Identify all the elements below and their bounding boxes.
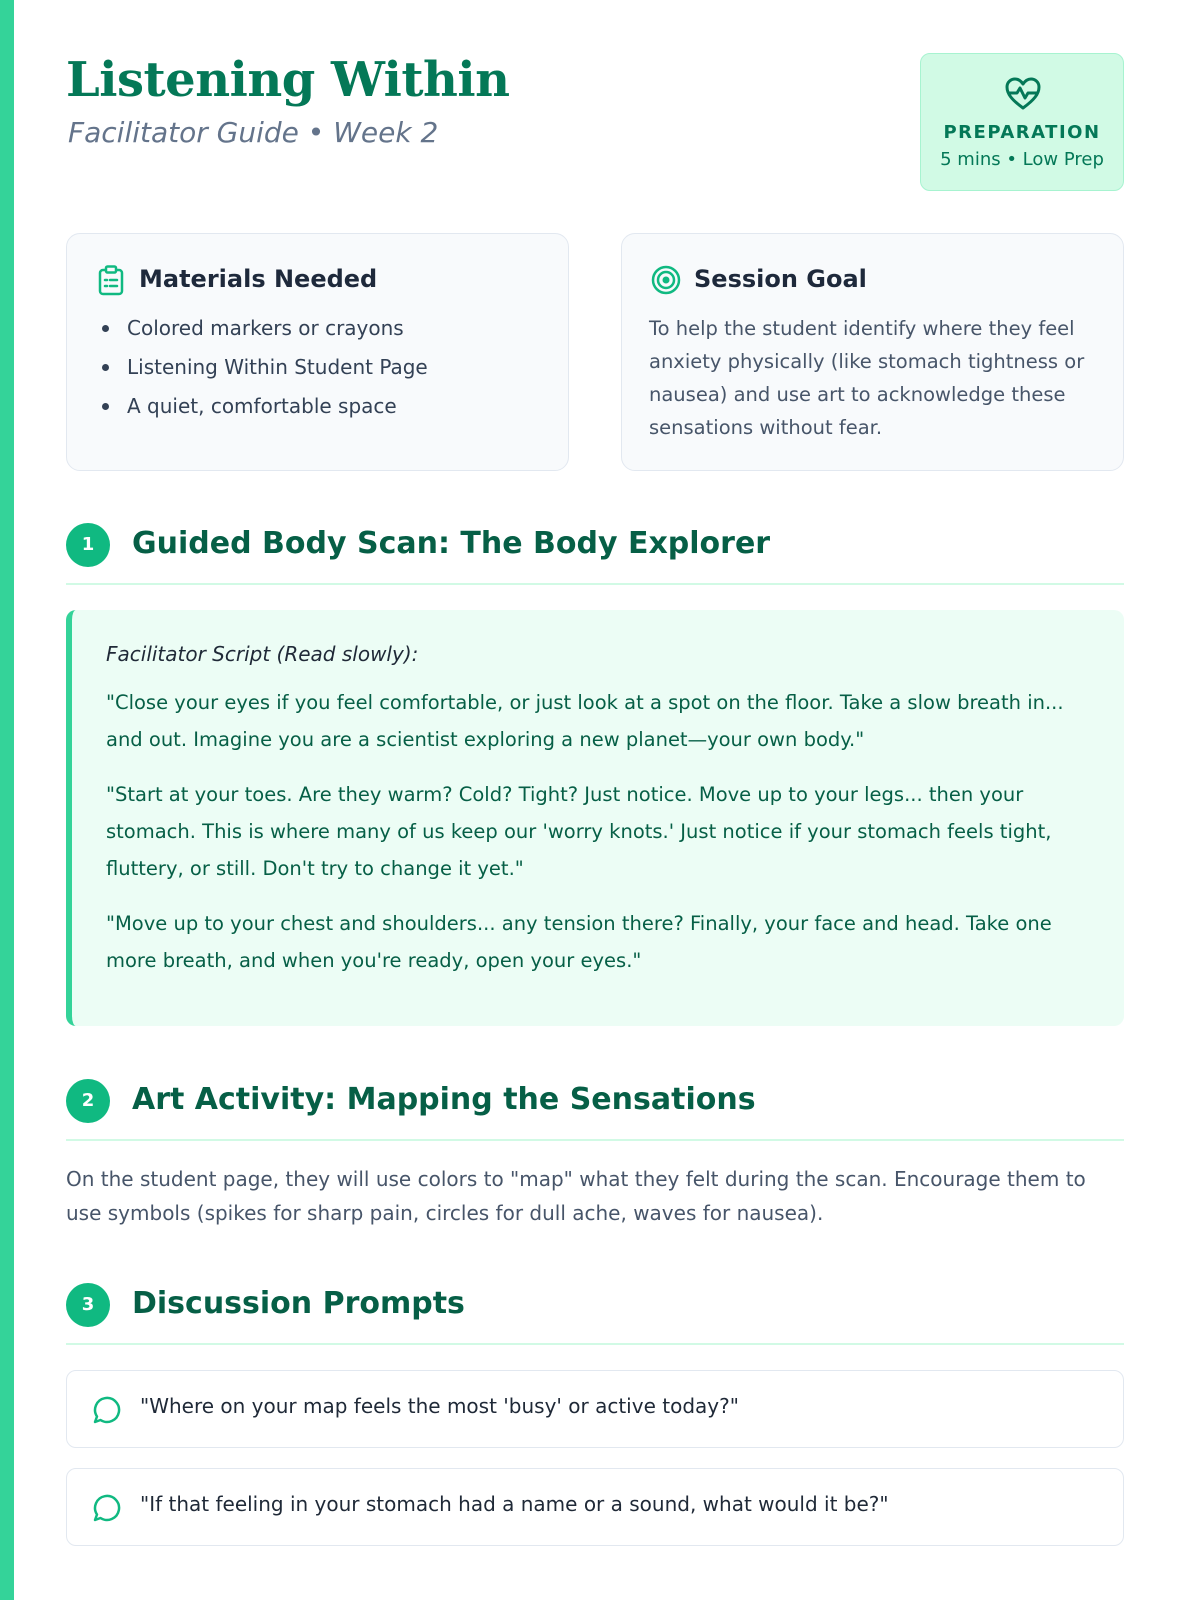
discussion-prompt — [66, 1370, 1124, 1448]
materials-list — [99, 310, 428, 427]
section-title: Discussion Prompts — [132, 1286, 465, 1321]
preparation-meta: 5 mins • Low Prep — [940, 149, 1104, 170]
discussion-prompt — [66, 1468, 1124, 1546]
preparation-label: PREPARATION — [943, 122, 1101, 143]
accent-bar — [0, 0, 14, 1600]
preparation-card — [920, 53, 1124, 191]
section-title: Art Activity: Mapping the Sensations — [132, 1082, 756, 1117]
section-header-art-activity — [66, 1079, 1124, 1141]
page-header — [66, 0, 1124, 200]
art-activity-text: On the student page, they will use colors to "map" what they felt during the scan. Encourage them to use symbols (spikes for sharp pain, circles for dull ache, waves for nausea). — [66, 1167, 1086, 1225]
materials-title: Materials Needed — [139, 265, 378, 293]
prompt-text: "If that feeling in your stomach had a name or a sound, what would it be?" — [140, 1492, 889, 1516]
page-title: Listening Within — [66, 52, 510, 108]
section-number-badge: 1 — [66, 523, 110, 567]
guide-page — [66, 0, 1124, 1516]
script-paragraph: "Move up to your chest and shoulders... any tension there? Finally, your face and head. Take one more breath, and when you're ready, open your eyes." — [106, 912, 1052, 972]
materials-card — [66, 233, 569, 471]
session-goal-text: To help the student identify where they feel anxiety physically (like stomach tightness or nausea) and use art to acknowledge these sensations without fear. — [649, 317, 1085, 439]
prompt-text: "Where on your map feels the most 'busy' or active today?" — [140, 1394, 739, 1418]
facilitator-script — [66, 610, 1124, 1026]
session-goal-title: Session Goal — [694, 265, 867, 293]
script-label: Facilitator Script (Read slowly): — [106, 642, 419, 666]
info-cards — [66, 233, 1124, 471]
section-number-badge: 2 — [66, 1079, 110, 1123]
session-goal-card — [621, 233, 1124, 471]
section-header-discussion — [66, 1283, 1124, 1345]
section-number-badge: 3 — [66, 1283, 110, 1327]
section-header-body-scan — [66, 523, 1124, 585]
heart-pulse-icon — [1004, 76, 1042, 112]
target-icon — [650, 264, 682, 296]
list-item: A quiet, comfortable space — [99, 388, 428, 427]
script-paragraph: "Close your eyes if you feel comfortable, or just look at a spot on the floor. Take a slow breath in... and out. Imagine you are a scientist exploring a new planet—your own body." — [106, 691, 1064, 751]
script-paragraph: "Start at your toes. Are they warm? Cold? Tight? Just notice. Move up to your legs... then your stomach. This is where many of us keep our 'worry knots.' Just notice if your stomach feels tight, fluttery, or still. Don't try to change it yet." — [106, 783, 1052, 880]
speech-bubble-icon — [89, 1493, 121, 1525]
clipboard-icon — [95, 264, 127, 296]
speech-bubble-icon — [89, 1395, 121, 1427]
list-item: Colored markers or crayons — [99, 310, 428, 349]
list-item: Listening Within Student Page — [99, 349, 428, 388]
page-subtitle: Facilitator Guide • Week 2 — [68, 116, 439, 149]
section-title: Guided Body Scan: The Body Explorer — [132, 526, 771, 561]
